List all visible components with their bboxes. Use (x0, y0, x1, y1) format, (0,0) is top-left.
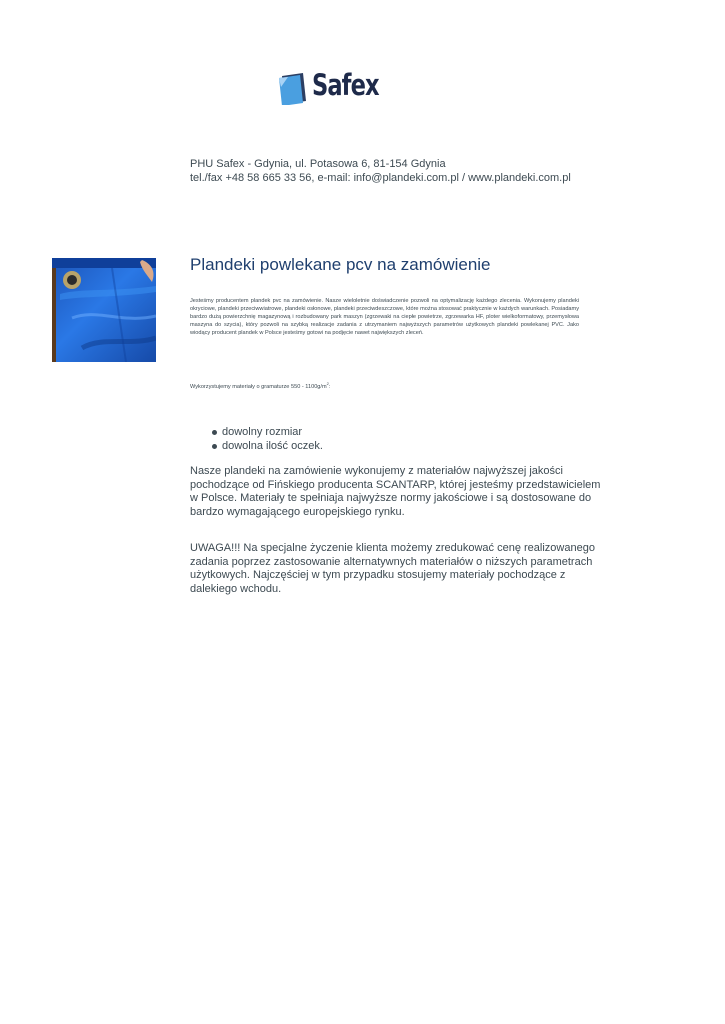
bullet-dot-icon (212, 430, 217, 435)
material-text: Wykorzystujemy materiały o gramaturze 550 - 1100g/m (190, 384, 327, 390)
list-item (212, 440, 323, 454)
quality-paragraph (190, 465, 601, 519)
warning-paragraph (190, 542, 595, 596)
logo-text: Safex (312, 68, 379, 102)
bullet-dot-icon (212, 444, 217, 449)
address-line: PHU Safex - Gdynia, ul. Potasowa 6, 81-154 Gdynia (190, 158, 446, 170)
paragraph-line: dalekiego wchodu. (190, 582, 282, 595)
list-item-text: dowolny rozmiar (222, 426, 303, 438)
material-tail: : (328, 384, 331, 390)
paragraph-line: pochodzące od Fińskiego producenta SCANTARP, której jesteśmy przedstawicielem (190, 478, 601, 491)
contact-line: tel./fax +48 58 665 33 56, e-mail: info@plandeki.com.pl / www.plandeki.com.pl (190, 172, 571, 184)
folded-square-logo-icon (279, 73, 307, 105)
paragraph-line: Nasze plandeki na zamówienie wykonujemy z materiałów najwyższej jakości (190, 465, 563, 477)
company-address (190, 157, 610, 185)
paragraph-line: użytkowych. Najczęściej w tym przypadku stosujemy materiały pochodzące z (190, 569, 566, 581)
list-item (212, 426, 323, 440)
intro-paragraph: Jesteśmy producentem plandek pvc na zamówienie. Nasze wieloletnie doświadczenie pozwoli na optymalizację każdego zlecenia. Wykonujemy plandeki okryciowe, plandeki przeciwwiatrowe, plandeki osłonowe, plandeki przeciwdeszczowe, które można stosować praktycznie w każdych warunkach. Posiadamy bardzo dużą powierzchnię magazynową i rozbudowany park maszyn (zgrzewaki na ciepłe powietrze, zgrzewarka HF, ploter wielkoformatowy, przemysłowa maszyna do szycia), który pozwoli na szybką realizacje zadania z utrzymaniem najwyższych parametrów użytkowych plandeki powlekanej PVC. Jako wiodący producent plandek w Polsce jesteśmy gotowi na podjęcie nawet największych zleceń. (190, 298, 579, 336)
paragraph-line: UWAGA!!! Na specjalne życzenie klienta możemy zredukować cenę realizowanego (190, 542, 595, 554)
paragraph-line: w Polsce. Materiały te spełniaja najwyższe normy jakościowe i są dostosowane do (190, 492, 592, 504)
list-item-text: dowolna ilość oczek. (222, 439, 323, 452)
page-title: Plandeki powlekane pcv na zamówienie (190, 255, 491, 274)
paragraph-line: bardzo wymagającego europejskiego rynku. (190, 505, 405, 518)
safex-logo (279, 68, 379, 107)
tarp-photo (52, 258, 156, 362)
features-list (212, 426, 323, 453)
material-weight-note (190, 381, 331, 390)
material-superscript: 2 (326, 381, 329, 387)
paragraph-line: zadania poprzez zastosowanie alternatywnych materiałów o niższych parametrach (190, 555, 593, 568)
